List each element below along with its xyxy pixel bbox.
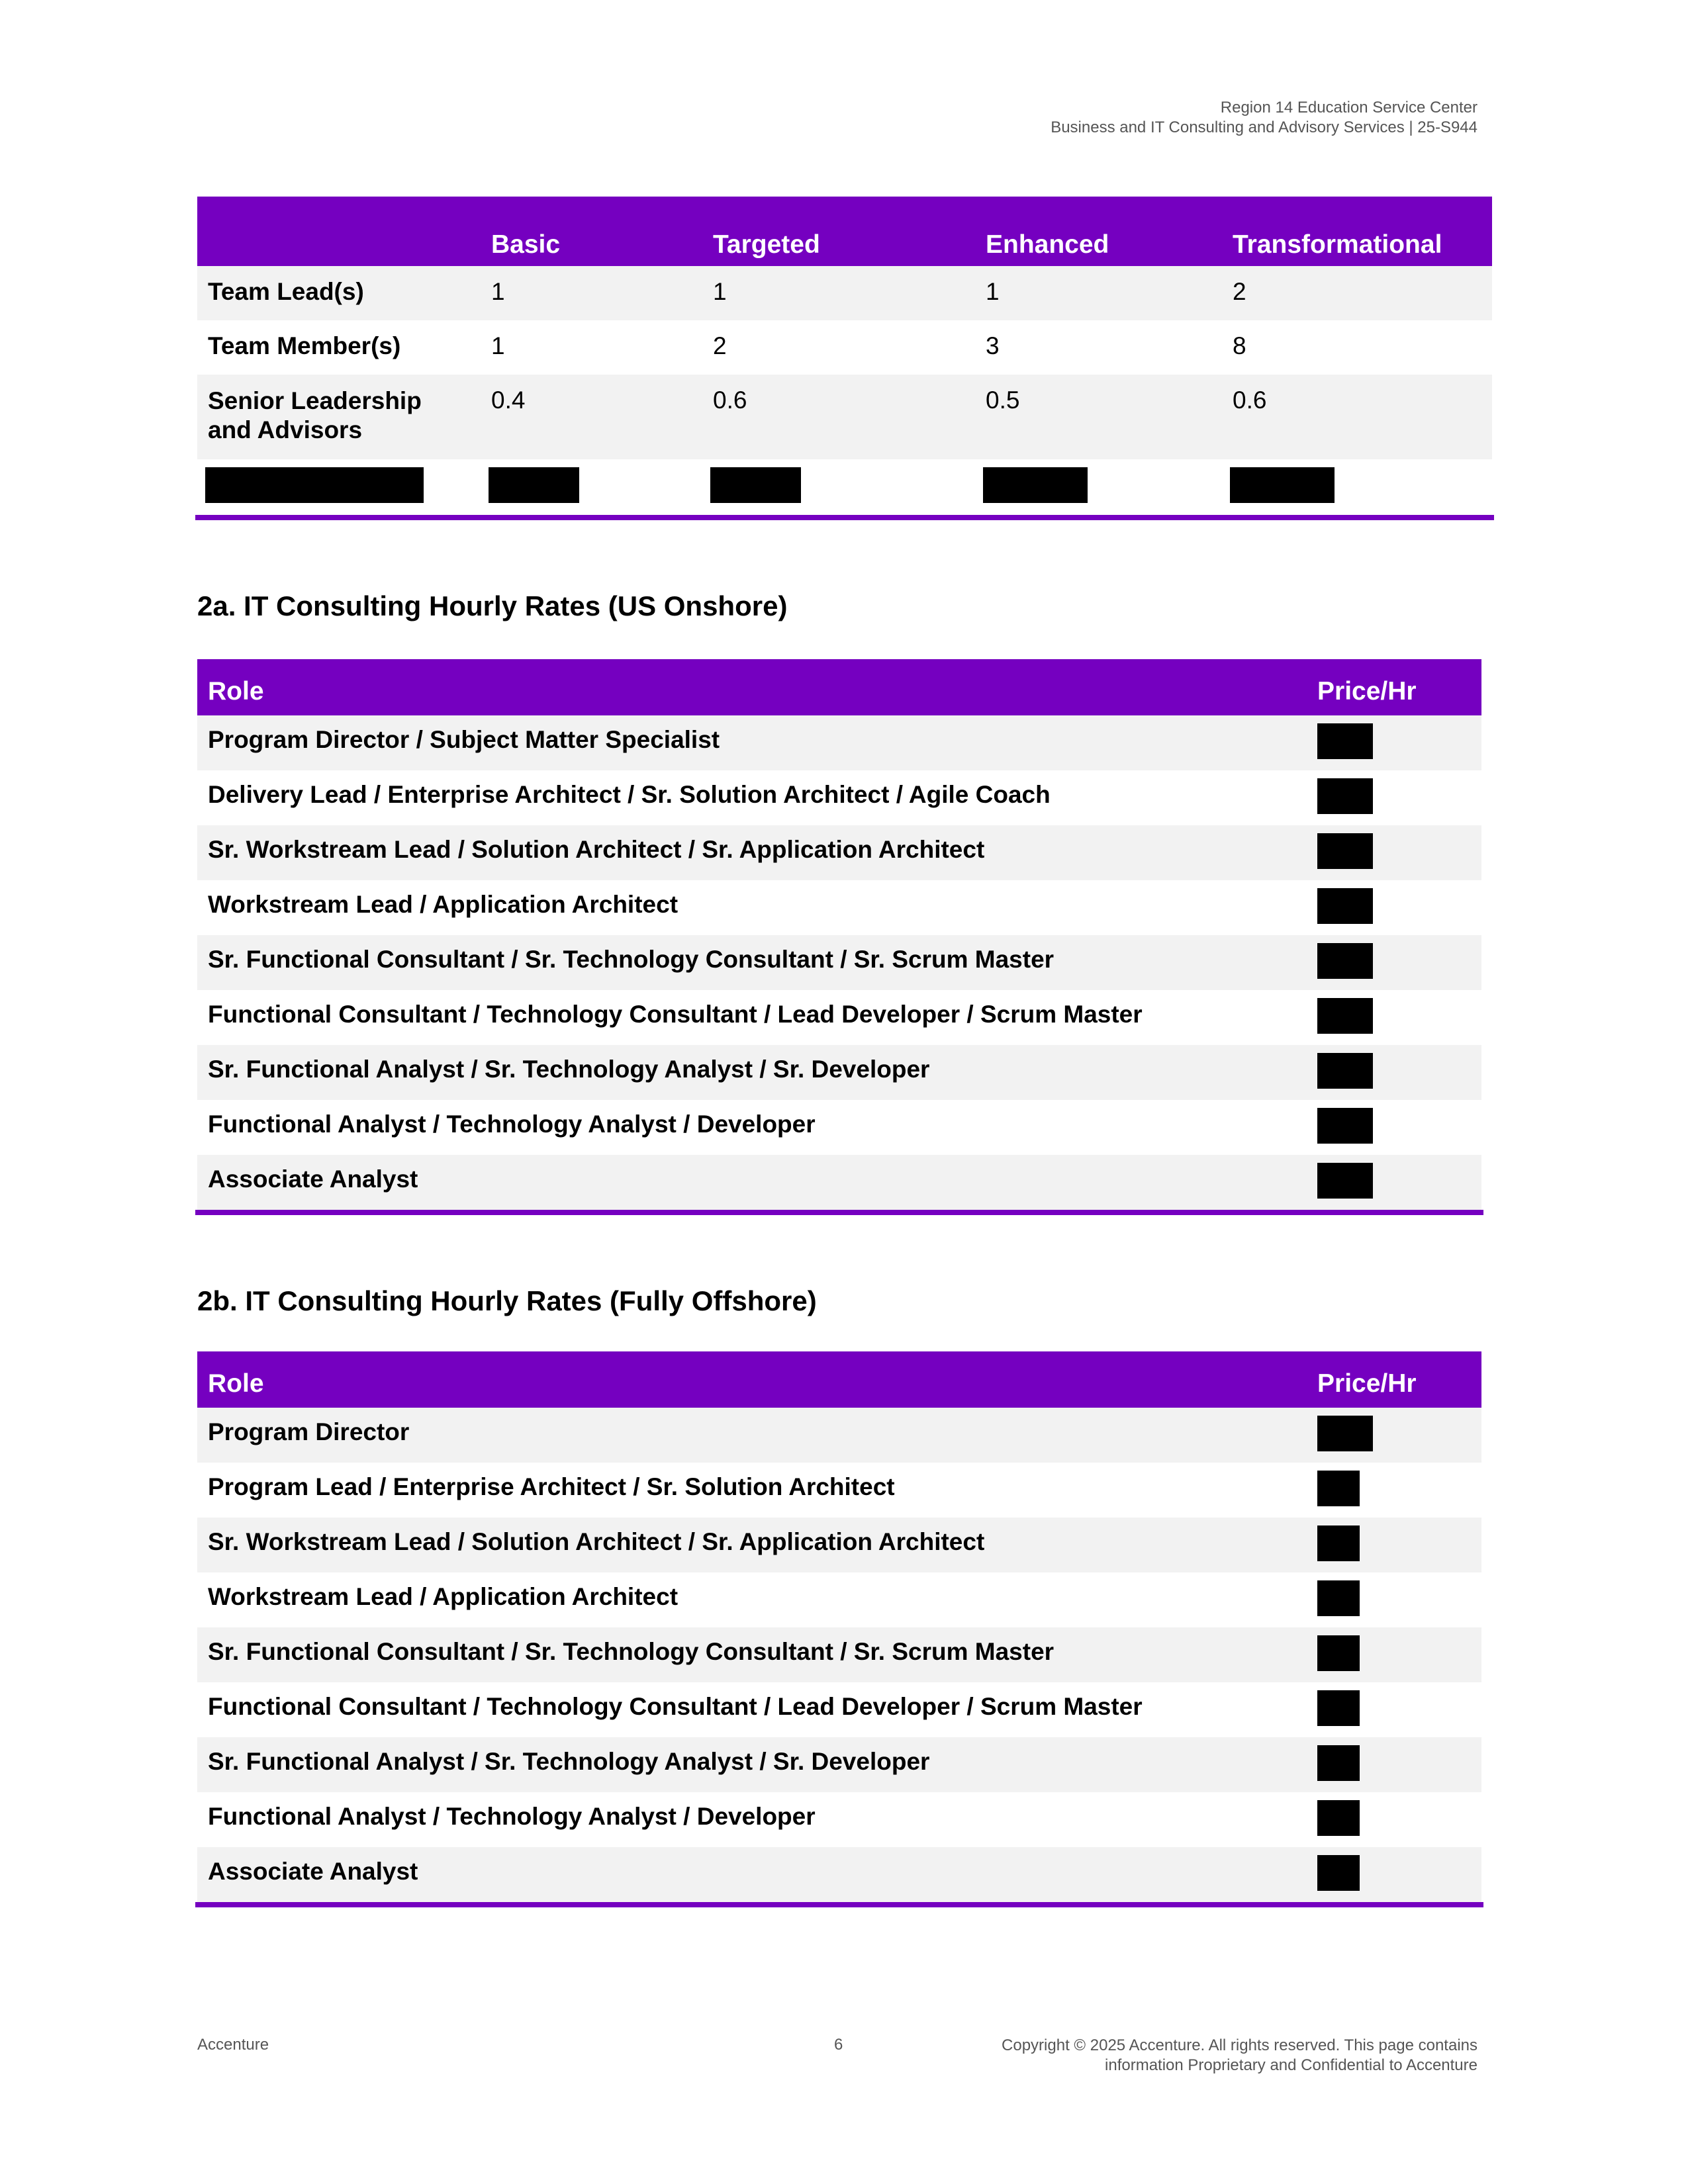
- role-cell: Associate Analyst: [197, 1155, 1309, 1210]
- table-row: [197, 1408, 1481, 1463]
- table-row: [197, 715, 1481, 770]
- role-cell: Sr. Workstream Lead / Solution Architect / Sr. Application Architect: [197, 825, 1309, 880]
- table-row: [197, 1847, 1481, 1902]
- price-redaction: [1317, 1690, 1360, 1726]
- footer-copyright-line1: Copyright © 2025 Accenture. All rights reserved. This page contains: [1002, 2036, 1477, 2054]
- role-cell: Associate Analyst: [197, 1847, 1309, 1902]
- redaction-block: [983, 467, 1088, 503]
- role-cell: Functional Consultant / Technology Consultant / Lead Developer / Scrum Master: [208, 1693, 1143, 1720]
- price-redaction: [1317, 833, 1373, 869]
- footer-copyright-line2: information Proprietary and Confidential to Accenture: [1105, 2056, 1477, 2074]
- page-header: [1051, 98, 1477, 138]
- staffing-col-blank: [197, 197, 481, 266]
- price-redaction: [1317, 1745, 1360, 1781]
- table-row: [197, 1518, 1481, 1572]
- table-row: [197, 990, 1481, 1045]
- role-cell: Workstream Lead / Application Architect: [208, 891, 679, 918]
- table-row: [197, 1737, 1481, 1792]
- cell-enhanced: 0.5: [975, 375, 1222, 459]
- staffing-row-team-leads: [197, 266, 1492, 320]
- table-row: [197, 1045, 1481, 1100]
- redaction-block: [1230, 467, 1335, 503]
- row-label: Team Member(s): [208, 332, 401, 359]
- price-redaction: [1317, 1580, 1360, 1616]
- cell-targeted: 1: [702, 266, 975, 320]
- table-row: [197, 1627, 1481, 1682]
- cell-transformational: 8: [1233, 332, 1246, 359]
- role-cell: Delivery Lead / Enterprise Architect / Sr. Solution Architect / Agile Coach: [208, 781, 1051, 808]
- offshore-col-price: Price/Hr: [1309, 1351, 1481, 1408]
- price-redaction: [1317, 1635, 1360, 1671]
- table-row: [197, 770, 1481, 825]
- cell-basic: 0.4: [481, 375, 702, 459]
- price-redaction: [1317, 998, 1373, 1034]
- price-redaction: [1317, 1053, 1373, 1089]
- role-cell: Workstream Lead / Application Architect: [208, 1583, 679, 1610]
- price-redaction: [1317, 1525, 1360, 1561]
- cell-basic: 1: [491, 332, 505, 359]
- onshore-section-title: 2a. IT Consulting Hourly Rates (US Onshore): [197, 590, 788, 621]
- price-redaction: [1317, 1855, 1360, 1891]
- table-row: [197, 880, 1481, 935]
- staffing-col-transformational: Transformational: [1222, 197, 1492, 266]
- role-cell: Functional Analyst / Technology Analyst / Developer: [208, 1111, 816, 1138]
- onshore-rates-table: [197, 659, 1481, 1210]
- table-row: [197, 1100, 1481, 1155]
- price-redaction: [1317, 1471, 1360, 1506]
- price-redaction: [1317, 1163, 1373, 1199]
- redaction-block: [489, 467, 579, 503]
- table-row: [197, 1572, 1481, 1627]
- cell-transformational: 0.6: [1222, 375, 1492, 459]
- table-row: [197, 1155, 1481, 1210]
- offshore-section-title: 2b. IT Consulting Hourly Rates (Fully Offshore): [197, 1285, 817, 1316]
- role-cell: Program Director: [197, 1408, 1309, 1463]
- role-cell: Sr. Functional Analyst / Sr. Technology Analyst / Sr. Developer: [197, 1045, 1309, 1100]
- redaction-block: [710, 467, 801, 503]
- staffing-row-senior-leadership: [197, 375, 1492, 459]
- cell-enhanced: 3: [986, 332, 1000, 359]
- footer-page-number: 6: [834, 2036, 843, 2054]
- footer-copyright: [1002, 2036, 1477, 2075]
- onshore-bottom-rule: [195, 1210, 1483, 1215]
- role-cell: Program Director / Subject Matter Specialist: [197, 715, 1309, 770]
- table-row: [197, 825, 1481, 880]
- offshore-bottom-rule: [195, 1902, 1483, 1907]
- redaction-block: [205, 467, 424, 503]
- role-cell: Sr. Functional Consultant / Sr. Technology Consultant / Sr. Scrum Master: [197, 1627, 1309, 1682]
- cell-targeted: 0.6: [702, 375, 975, 459]
- staffing-row-team-members: [197, 320, 1492, 375]
- onshore-col-role: Role: [197, 659, 1309, 715]
- header-project: Business and IT Consulting and Advisory Services | 25-S944: [1051, 118, 1477, 136]
- table-row: [197, 1463, 1481, 1518]
- role-cell: Sr. Functional Analyst / Sr. Technology Analyst / Sr. Developer: [197, 1737, 1309, 1792]
- cell-targeted: 2: [713, 332, 727, 359]
- role-cell: Program Lead / Enterprise Architect / Sr. Solution Architect: [208, 1473, 895, 1500]
- footer-company: Accenture: [197, 2036, 269, 2054]
- cell-transformational: 2: [1222, 266, 1492, 320]
- price-redaction: [1317, 943, 1373, 979]
- cell-basic: 1: [481, 266, 702, 320]
- role-cell: Sr. Workstream Lead / Solution Architect / Sr. Application Architect: [197, 1518, 1309, 1572]
- staffing-bottom-rule: [195, 515, 1494, 520]
- price-redaction: [1317, 1108, 1373, 1144]
- staffing-table: [197, 197, 1492, 515]
- onshore-header-row: [197, 659, 1481, 715]
- price-redaction: [1317, 1800, 1360, 1836]
- onshore-col-price: Price/Hr: [1309, 659, 1481, 715]
- staffing-col-targeted: Targeted: [702, 197, 975, 266]
- offshore-col-role: Role: [197, 1351, 1309, 1408]
- offshore-rates-table: [197, 1351, 1481, 1902]
- staffing-header-row: [197, 197, 1492, 266]
- table-row: [197, 935, 1481, 990]
- role-cell: Functional Consultant / Technology Consultant / Lead Developer / Scrum Master: [208, 1001, 1143, 1028]
- staffing-col-enhanced: Enhanced: [975, 197, 1222, 266]
- price-redaction: [1317, 723, 1373, 759]
- table-row: [197, 1682, 1481, 1737]
- row-label: Team Lead(s): [197, 266, 481, 320]
- table-row: [197, 1792, 1481, 1847]
- price-redaction: [1317, 888, 1373, 924]
- offshore-header-row: [197, 1351, 1481, 1408]
- row-label: Senior Leadership and Advisors: [197, 375, 481, 459]
- price-redaction: [1317, 778, 1373, 814]
- cell-enhanced: 1: [975, 266, 1222, 320]
- staffing-row-redacted: [197, 459, 1492, 515]
- staffing-col-basic: Basic: [481, 197, 702, 266]
- header-organization: Region 14 Education Service Center: [1220, 99, 1477, 116]
- role-cell: Functional Analyst / Technology Analyst / Developer: [208, 1803, 816, 1830]
- role-cell: Sr. Functional Consultant / Sr. Technology Consultant / Sr. Scrum Master: [197, 935, 1309, 990]
- price-redaction: [1317, 1416, 1373, 1451]
